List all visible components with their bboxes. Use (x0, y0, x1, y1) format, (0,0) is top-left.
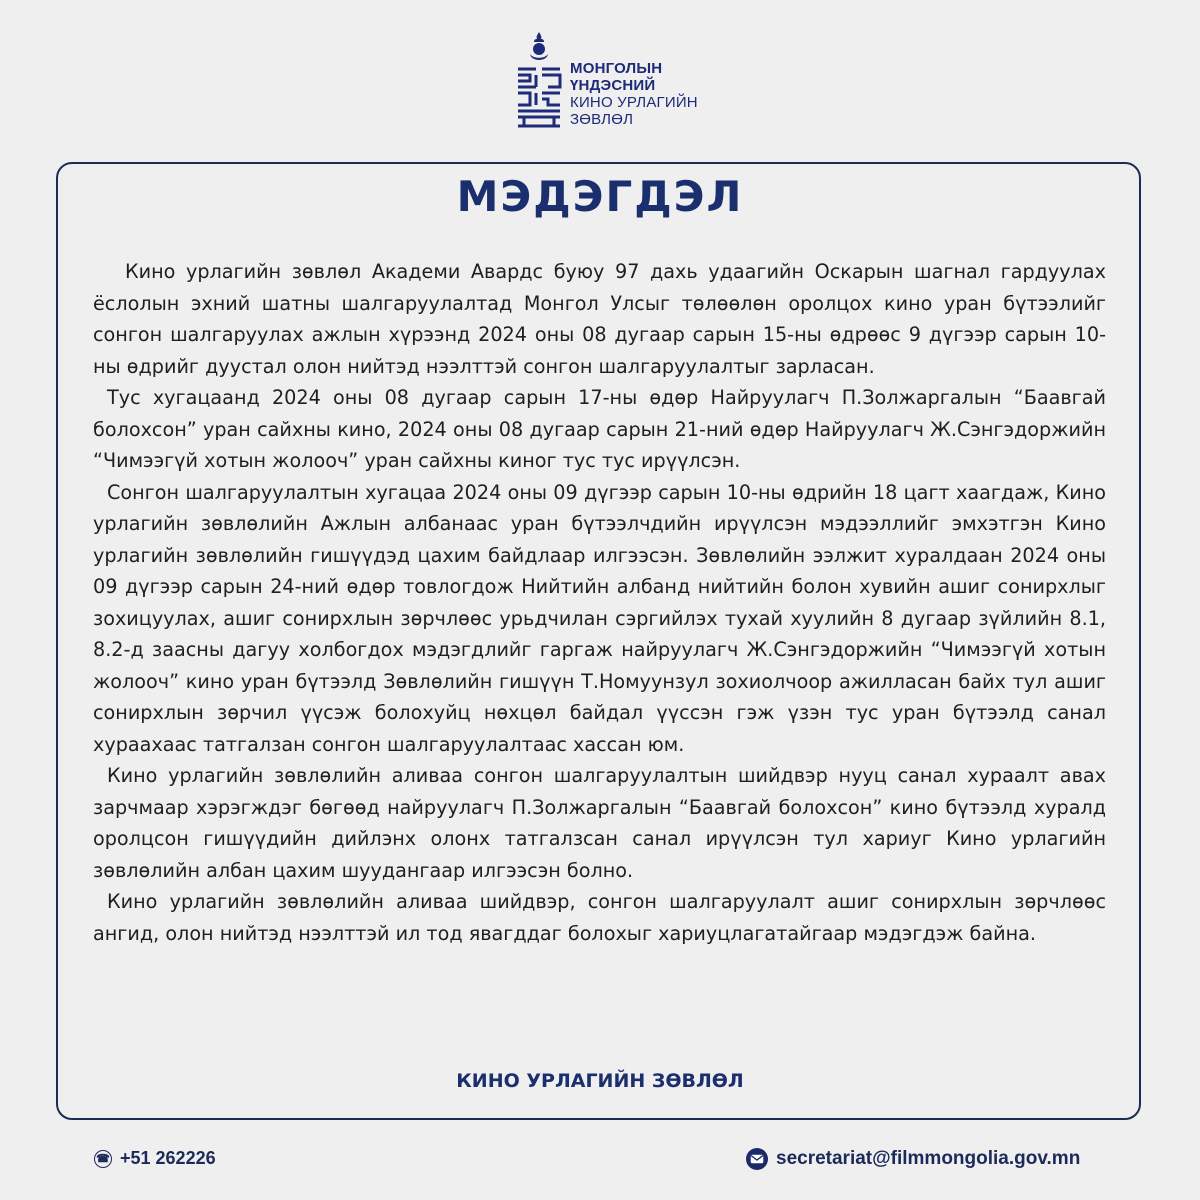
signature: КИНО УРЛАГИЙН ЗӨВЛӨЛ (456, 1070, 744, 1092)
email-contact[interactable] (746, 1148, 1080, 1170)
council-logo (516, 30, 698, 130)
phone-icon: ☎ (94, 1150, 112, 1168)
logo-wordmark (570, 60, 698, 128)
phone-contact[interactable] (94, 1148, 216, 1169)
announcement-title: МЭДЭГДЭЛ (456, 172, 744, 221)
email-address[interactable]: secretariat@filmmongolia.gov.mn (776, 1148, 1081, 1169)
announcement-body (93, 256, 1106, 949)
logo-line-3: КИНО УРЛАГИЙН (570, 94, 698, 111)
logo-line-1: МОНГОЛЫН (570, 60, 663, 77)
paragraph-1: Кино урлагийн зөвлөл Академи Авардс буюу 97 дахь удаагийн Оскарын шагнал гардуулах ёслолын эхний шатны шалгаруулалтад Монгол Улсыг төлөөлөн оролцох кино уран бүтээлийг сонгон шалгаруулах ажлын хүрээнд 2024 оны 08 дугаар сарын 15-ны өдрөөс 9 дүгээр сарын 10-ны өдрийг дуустал олон нийтэд нээлттэй сонгон шалгаруулалтыг зарласан. (93, 260, 1106, 378)
phone-number[interactable]: +51 262226 (120, 1148, 216, 1168)
logo-line-4: ЗӨВЛӨЛ (570, 111, 634, 128)
paragraph-5: Кино урлагийн зөвлөлийн аливаа шийдвэр, сонгон шалгаруулалт ашиг сонирхлын зөрчлөөс ангид, олон нийтэд нээлттэй ил тод явагддаг болохыг хариуцлагатайгаар мэдэгдэж байна. (93, 890, 1106, 945)
logo-line-2: ҮНДЭСНИЙ (570, 77, 656, 94)
soyombo-emblem-icon (516, 30, 562, 130)
paragraph-2: Тус хугацаанд 2024 оны 08 дугаар сарын 17-ны өдөр Найруулагч П.Золжаргалын “Баавгай болохсон” уран сайхны кино, 2024 оны 08 дугаар сарын 21-ний өдөр Найруулагч Ж.Сэнгэдоржийн “Чимээгүй хотын жолооч” уран сайхны киног тус тус ирүүлсэн. (93, 386, 1106, 472)
paragraph-3: Сонгон шалгаруулалтын хугацаа 2024 оны 09 дүгээр сарын 10-ны өдрийн 18 цагт хаагдаж, Кино урлагийн зөвлөлийн Ажлын албанаас уран бүтээлчдийн ирүүлсэн мэдээллийг эмхэтгэн Кино урлагийн зөвлөлийн гишүүдэд цахим байдлаар илгээсэн. Зөвлөлийн ээлжит хуралдаан 2024 оны 09 дүгээр сарын 24-ний өдөр товлогдож Нийтийн албанд нийтийн болон хувийн ашиг сонирхлыг зохицуулах, ашиг сонирхлын зөрчлөөс урьдчилан сэргийлэх тухай хуулийн 8 дугаар зүйлийн 8.1, 8.2-д заасны дагуу холбогдох мэдэгдлийг гаргаж найруулагч Ж.Сэнгэдоржийн “Чимээгүй хотын жолооч” кино уран бүтээлд Зөвлөлийн гишүүн Т.Номуунзул зохиолчоор ажилласан байх тул ашиг сонирхлын зөрчил үүсэж болохуйц нөхцөл байдал үүссэн гэж үзэн тус уран бүтээлд санал хураахаас татгалзан сонгон шалгаруулалтаас хассан юм. (93, 480, 1106, 756)
envelope-icon (746, 1148, 768, 1170)
paragraph-4: Кино урлагийн зөвлөлийн аливаа сонгон шалгаруулалтын шийдвэр нууц санал хураалт авах зарчмаар хэрэгждэг бөгөөд найруулагч П.Золжаргалын “Баавгай болохсон” кино бүтээлд хуралд оролцсон гишүүдийн дийлэнх олонх татгалзсан санал ирүүлсэн тул хариуг Кино урлагийн зөвлөлийн албан цахим шуудангаар илгээсэн болно. (93, 764, 1106, 882)
